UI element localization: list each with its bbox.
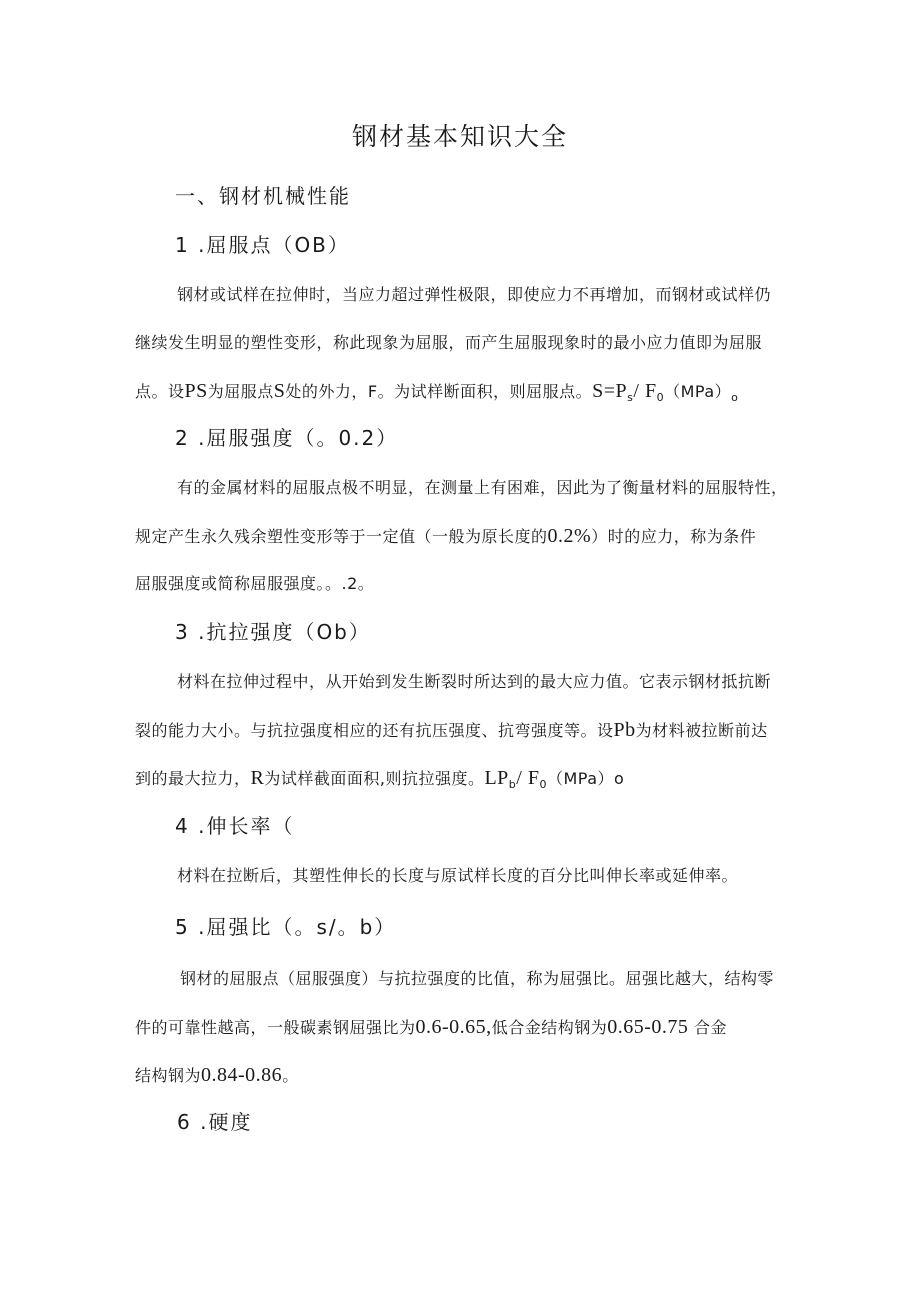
text-run: 点。设 — [135, 382, 185, 401]
text-run: 件的可靠性越高，一般碳素钢屈强比为 — [135, 1018, 416, 1037]
text-line — [135, 512, 790, 560]
text-run: 0.84-0.86 — [201, 1064, 283, 1086]
text-line: 材料在拉伸过程中，从开始到发生断裂时所达到的最大应力值。它表示钢材抵抗断 — [177, 672, 772, 691]
text-line: 有的金属材料的屈服点极不明显，在测量上有困难，因此为了衡量材料的屈服特性， — [177, 478, 788, 497]
text-run: S — [273, 380, 286, 402]
formula-run: / F — [633, 380, 657, 402]
text-line: 钢材或试样在拉伸时，当应力超过弹性极限，即使应力不再增加，而钢材或试样仍 — [177, 285, 772, 304]
formula-run: S=P — [592, 380, 628, 402]
text-line — [135, 1003, 790, 1051]
text-line — [135, 754, 790, 802]
section-heading-mechanical-properties: 一、钢材机械性能 — [175, 184, 351, 208]
formula-subscript: 0 — [656, 391, 665, 405]
heading-yield-point: 1 .屈服点（OB） — [175, 233, 350, 257]
text-line: 材料在拉断后，其塑性伸长的长度与原试样长度的百分比叫伸长率或延伸率。 — [177, 866, 739, 885]
formula-run: / F — [516, 767, 540, 789]
unit-run: （MPa）o — [546, 769, 625, 788]
text-run: 为材料被拉断前达 — [635, 721, 768, 740]
text-run: 低合金结构钢为 — [491, 1018, 608, 1037]
paragraph-yield-ratio — [135, 955, 790, 1099]
text-run: 处的外力， — [285, 382, 368, 401]
text-run: PS — [184, 380, 208, 402]
text-run: 合金 — [693, 1018, 727, 1037]
formula-subscript: b — [508, 778, 517, 792]
heading-hardness: 6 .硬度 — [177, 1110, 253, 1134]
unit-run: （MPa） — [664, 382, 732, 401]
text-run: 裂的能力大小。与抗拉强度相应的还有抗压强度、抗弯强度等。设 — [135, 721, 614, 740]
paragraph-yield-point — [135, 271, 790, 415]
text-line: 屈服强度或简称屈服强度。。.2。 — [135, 574, 375, 593]
text-run: R — [250, 767, 265, 789]
text-run: 规定产生永久残余塑性变形等于一定值（一般为原长度的 — [135, 527, 548, 546]
page-title: 钢材基本知识大全 — [351, 122, 568, 151]
heading-yield-ratio: 5 .屈强比（。s/。b） — [175, 915, 397, 939]
text-run: F。为试样断面积，则屈服点。 — [367, 382, 593, 401]
paragraph-tensile-strength — [135, 658, 790, 802]
text-run: 为屈服点 — [207, 382, 274, 401]
text-run: 为试样截面面积,则抗拉强度。 — [264, 769, 485, 788]
formula-subscript: 0 — [539, 778, 547, 792]
heading-yield-strength: 2 .屈服强度（。0.2） — [175, 426, 399, 450]
text-line: 继续发生明显的塑性变形，称此现象为屈服，而产生屈服现象时的最小应力值即为屈服 — [135, 333, 763, 352]
text-run: 。 — [282, 1066, 299, 1085]
text-line — [135, 706, 790, 754]
text-line — [135, 367, 790, 415]
text-run: ）时的应力，称为条件 — [591, 527, 757, 546]
text-run: o — [731, 391, 739, 405]
formula-run: LP — [484, 767, 509, 789]
paragraph-yield-strength — [135, 464, 790, 608]
heading-elongation: 4 .伸长率（ — [175, 814, 295, 838]
paragraph-elongation — [135, 852, 790, 900]
text-run: Pb — [613, 719, 636, 741]
text-run: 0.2% — [547, 525, 592, 547]
text-run: 0.6-0.65, — [415, 1016, 492, 1038]
text-run: 结构钢为 — [135, 1066, 202, 1085]
text-run: 到的最大拉力， — [135, 769, 251, 788]
text-line — [135, 1051, 790, 1099]
heading-tensile-strength: 3 .抗拉强度（Ob） — [175, 620, 371, 644]
formula-subscript: s — [627, 391, 634, 405]
text-run: 0.65-0.75 — [607, 1016, 689, 1038]
text-line: 钢材的屈服点（屈服强度）与抗拉强度的比值，称为屈强比。屈强比越大，结构零 — [180, 969, 775, 988]
